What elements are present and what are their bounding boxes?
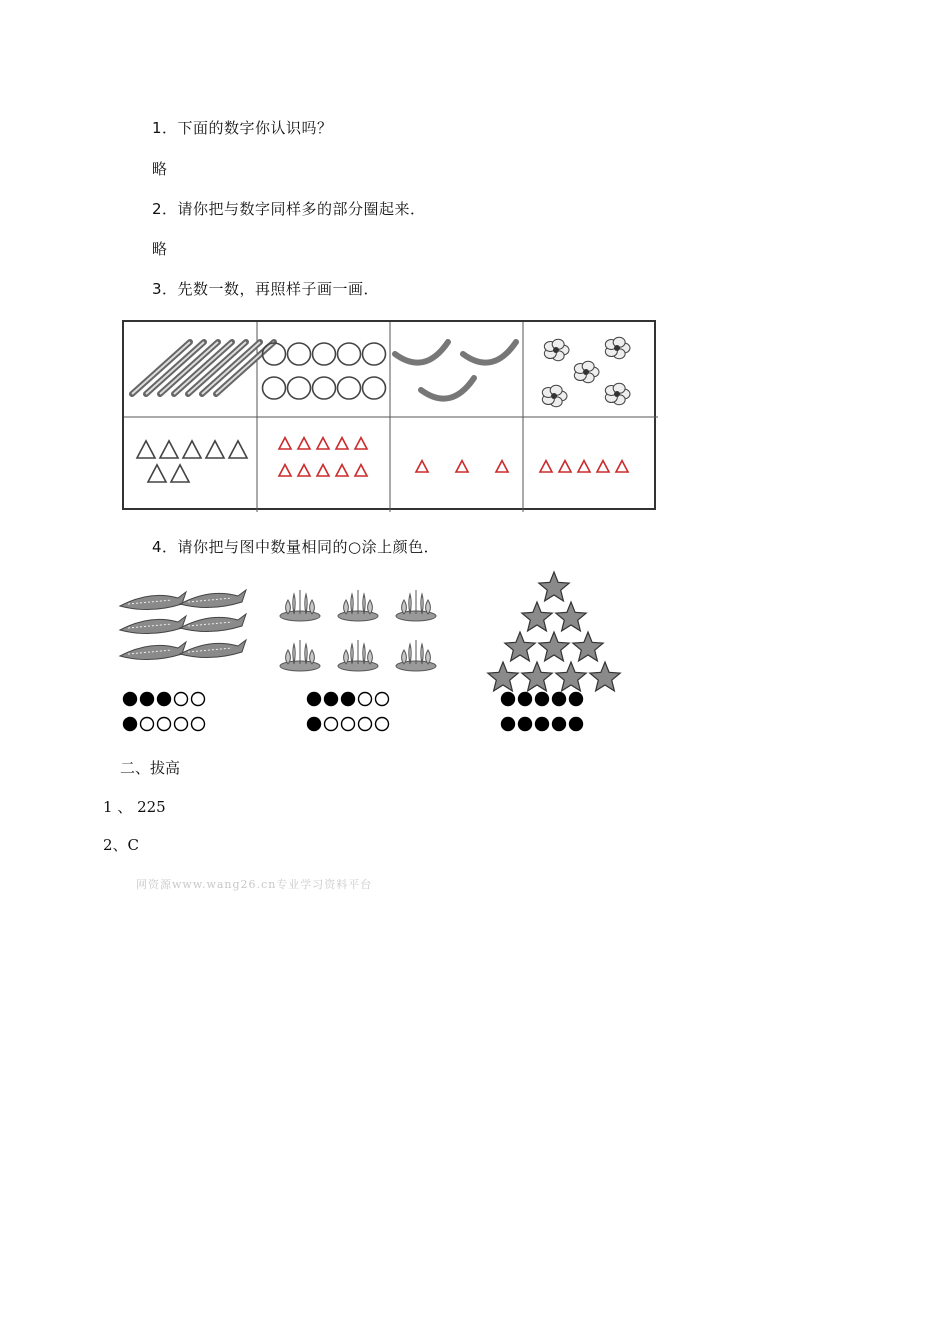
- oval-picture: [313, 377, 336, 399]
- fish-picture: [120, 616, 186, 634]
- oval-picture: [363, 343, 386, 365]
- lotus-picture: [396, 640, 436, 671]
- oval-picture: [288, 377, 311, 399]
- drawn-triangle: [336, 438, 348, 449]
- drawn-triangle: [456, 461, 468, 472]
- drawn-triangle: [171, 465, 189, 482]
- empty-circle: [342, 718, 355, 731]
- empty-circle: [359, 693, 372, 706]
- drawn-triangle: [206, 441, 224, 458]
- drawn-triangle: [148, 465, 166, 482]
- lotus-picture: [396, 590, 436, 621]
- star-picture: [556, 662, 586, 691]
- flower-picture: [542, 385, 567, 406]
- section-2-item-2: 2、C: [103, 836, 140, 854]
- drawn-triangle: [616, 461, 628, 472]
- lotus-picture: [280, 640, 320, 671]
- filled-circle: [124, 718, 137, 731]
- question-4: 4．请你把与图中数量相同的○涂上颜色．: [152, 538, 440, 556]
- section-2-item-1: 1 、 225: [103, 798, 166, 816]
- fish-picture: [120, 592, 186, 610]
- section-2-heading: 二、拔高: [120, 759, 181, 777]
- oval-picture: [263, 377, 286, 399]
- drawn-triangle: [578, 461, 590, 472]
- filled-circle: [570, 718, 583, 731]
- drawn-triangle: [279, 438, 291, 449]
- filled-circle: [570, 693, 583, 706]
- drawn-triangle: [317, 465, 329, 476]
- filled-circle: [553, 718, 566, 731]
- star-picture: [522, 602, 552, 631]
- filled-circle: [519, 718, 532, 731]
- question-2: 2．请你把与数字同样多的部分圈起来．: [152, 200, 426, 218]
- lotus-picture: [338, 590, 378, 621]
- empty-circle: [175, 693, 188, 706]
- question-3: 3．先数一数，再照样子画一画．: [152, 280, 380, 298]
- empty-circle: [376, 718, 389, 731]
- star-picture: [573, 632, 603, 661]
- question-1: 1．下面的数字你认识吗？: [152, 119, 333, 137]
- empty-circle: [376, 693, 389, 706]
- oval-picture: [338, 343, 361, 365]
- empty-circle: [359, 718, 372, 731]
- filled-circle: [308, 718, 321, 731]
- filled-circle: [536, 718, 549, 731]
- drawn-triangle: [298, 465, 310, 476]
- coloring-task-drawing: [110, 566, 650, 746]
- empty-circle: [192, 693, 205, 706]
- drawn-triangle: [279, 465, 291, 476]
- star-picture: [488, 662, 518, 691]
- lotus-picture: [338, 640, 378, 671]
- fish-picture: [120, 642, 186, 660]
- filled-circle: [141, 693, 154, 706]
- filled-circle: [325, 693, 338, 706]
- flower-picture: [574, 361, 599, 382]
- drawn-triangle: [540, 461, 552, 472]
- watermark: 网资源www.wang26.cn专业学习资料平台: [136, 878, 373, 891]
- drawn-triangle: [355, 465, 367, 476]
- oval-picture: [338, 377, 361, 399]
- answer-1: 略: [152, 160, 168, 178]
- oval-picture: [288, 343, 311, 365]
- drawn-triangle: [160, 441, 178, 458]
- star-picture: [539, 572, 569, 601]
- drawn-triangle: [317, 438, 329, 449]
- drawn-triangle: [298, 438, 310, 449]
- empty-circle: [175, 718, 188, 731]
- oval-picture: [363, 377, 386, 399]
- fish-picture: [180, 640, 246, 658]
- empty-circle: [141, 718, 154, 731]
- filled-circle: [502, 718, 515, 731]
- drawn-triangle: [416, 461, 428, 472]
- banana-picture: [463, 342, 516, 363]
- star-picture: [539, 632, 569, 661]
- star-picture: [590, 662, 620, 691]
- drawn-triangle: [559, 461, 571, 472]
- filled-circle: [342, 693, 355, 706]
- drawn-triangle: [496, 461, 508, 472]
- star-picture: [556, 602, 586, 631]
- flower-picture: [605, 337, 630, 358]
- filled-circle: [158, 693, 171, 706]
- oval-picture: [313, 343, 336, 365]
- answer-2: 略: [152, 240, 168, 258]
- oval-picture: [263, 343, 286, 365]
- empty-circle: [158, 718, 171, 731]
- empty-circle: [325, 718, 338, 731]
- empty-circle: [192, 718, 205, 731]
- fish-picture: [180, 614, 246, 632]
- drawn-triangle: [355, 438, 367, 449]
- drawn-triangle: [597, 461, 609, 472]
- drawn-triangle: [229, 441, 247, 458]
- filled-circle: [308, 693, 321, 706]
- lotus-picture: [280, 590, 320, 621]
- counting-table-drawing: [124, 322, 658, 512]
- banana-picture: [421, 378, 474, 399]
- filled-circle: [124, 693, 137, 706]
- flower-picture: [544, 339, 569, 360]
- flower-picture: [605, 383, 630, 404]
- counting-table: [122, 320, 656, 510]
- drawn-triangle: [336, 465, 348, 476]
- filled-circle: [519, 693, 532, 706]
- star-picture: [522, 662, 552, 691]
- banana-picture: [395, 342, 448, 363]
- drawn-triangle: [137, 441, 155, 458]
- drawn-triangle: [183, 441, 201, 458]
- filled-circle: [502, 693, 515, 706]
- filled-circle: [536, 693, 549, 706]
- star-picture: [505, 632, 535, 661]
- filled-circle: [553, 693, 566, 706]
- fish-picture: [180, 590, 246, 608]
